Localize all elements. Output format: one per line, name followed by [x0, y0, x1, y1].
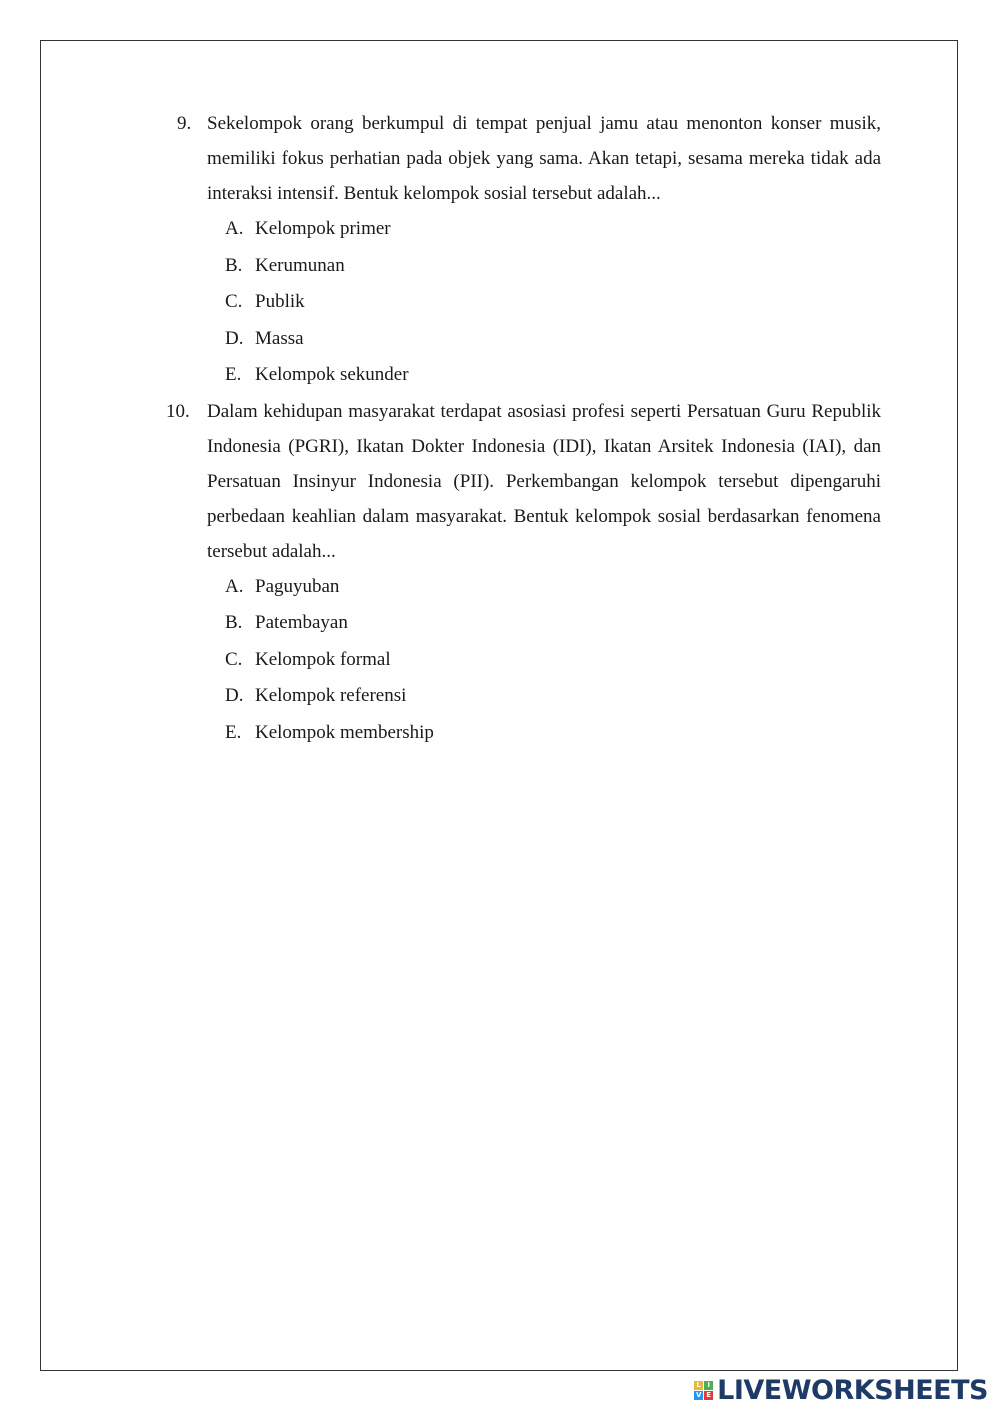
brand-mark-icon	[694, 1381, 713, 1400]
option-letter: D.	[225, 685, 244, 706]
option-letter: A.	[225, 218, 244, 239]
brand-mark-letter: L	[694, 1381, 703, 1390]
question-number: 10.	[166, 400, 190, 422]
option-letter: C.	[225, 648, 243, 670]
question-text: Dalam kehidupan masyarakat terdapat asosiasi profesi seperti Persatuan Guru Republik Indonesia (PGRI), Ikatan Dokter Indonesia (IDI), Ikatan Arsitek Indonesia (IAI), dan Persatuan Insinyur Indonesia (PII). Perkembangan kelompok tersebut dipengaruhi perbedaan keahlian dalam masyarakat. Bentuk kelompok sosial berdasarkan fenomena tersebut adalah...	[207, 400, 881, 562]
option-letter: E.	[225, 364, 242, 385]
brand-mark-letter: I	[704, 1381, 713, 1390]
question-9	[166, 106, 881, 394]
option-c[interactable]	[225, 284, 881, 321]
answer-options	[207, 569, 881, 752]
answer-options	[207, 211, 881, 394]
option-letter: A.	[225, 575, 244, 597]
option-letter: E.	[225, 721, 242, 743]
option-letter: C.	[225, 291, 243, 312]
option-e[interactable]	[225, 715, 881, 752]
option-text: Publik	[255, 291, 305, 312]
worksheet-content	[166, 106, 881, 751]
option-e[interactable]	[225, 357, 881, 394]
brand-mark-letter: V	[695, 1390, 702, 1399]
question-number: 9.	[177, 113, 192, 134]
option-letter: B.	[225, 612, 243, 633]
option-text: Patembayan	[255, 612, 348, 633]
option-d[interactable]	[225, 678, 881, 715]
option-text: Massa	[255, 327, 304, 349]
option-text: Kelompok primer	[255, 218, 391, 239]
question-text: Sekelompok orang berkumpul di tempat penjual jamu atau menonton konser musik, memiliki fokus perhatian pada objek yang sama. Akan tetapi, sesama mereka tidak ada interaksi intensif. Bentuk kelompok sosial tersebut adalah...	[207, 113, 881, 204]
option-text: Kelompok referensi	[255, 685, 407, 706]
option-c[interactable]	[225, 642, 881, 679]
option-letter: D.	[225, 327, 244, 349]
option-text: Kelompok membership	[255, 721, 434, 743]
option-a[interactable]	[225, 569, 881, 606]
option-letter: B.	[225, 254, 243, 276]
option-text: Kelompok formal	[255, 648, 391, 670]
option-b[interactable]	[225, 248, 881, 285]
option-b[interactable]	[225, 605, 881, 642]
option-text: Kelompok sekunder	[255, 364, 409, 385]
question-10	[166, 394, 881, 752]
brand-mark-letter: E	[704, 1391, 713, 1400]
option-text: Paguyuban	[255, 575, 340, 597]
brand-name: LIVEWORKSHEETS	[717, 1374, 988, 1406]
liveworksheets-logo[interactable]	[694, 1373, 988, 1407]
option-d[interactable]	[225, 321, 881, 358]
option-a[interactable]	[225, 211, 881, 248]
option-text: Kerumunan	[255, 254, 345, 276]
